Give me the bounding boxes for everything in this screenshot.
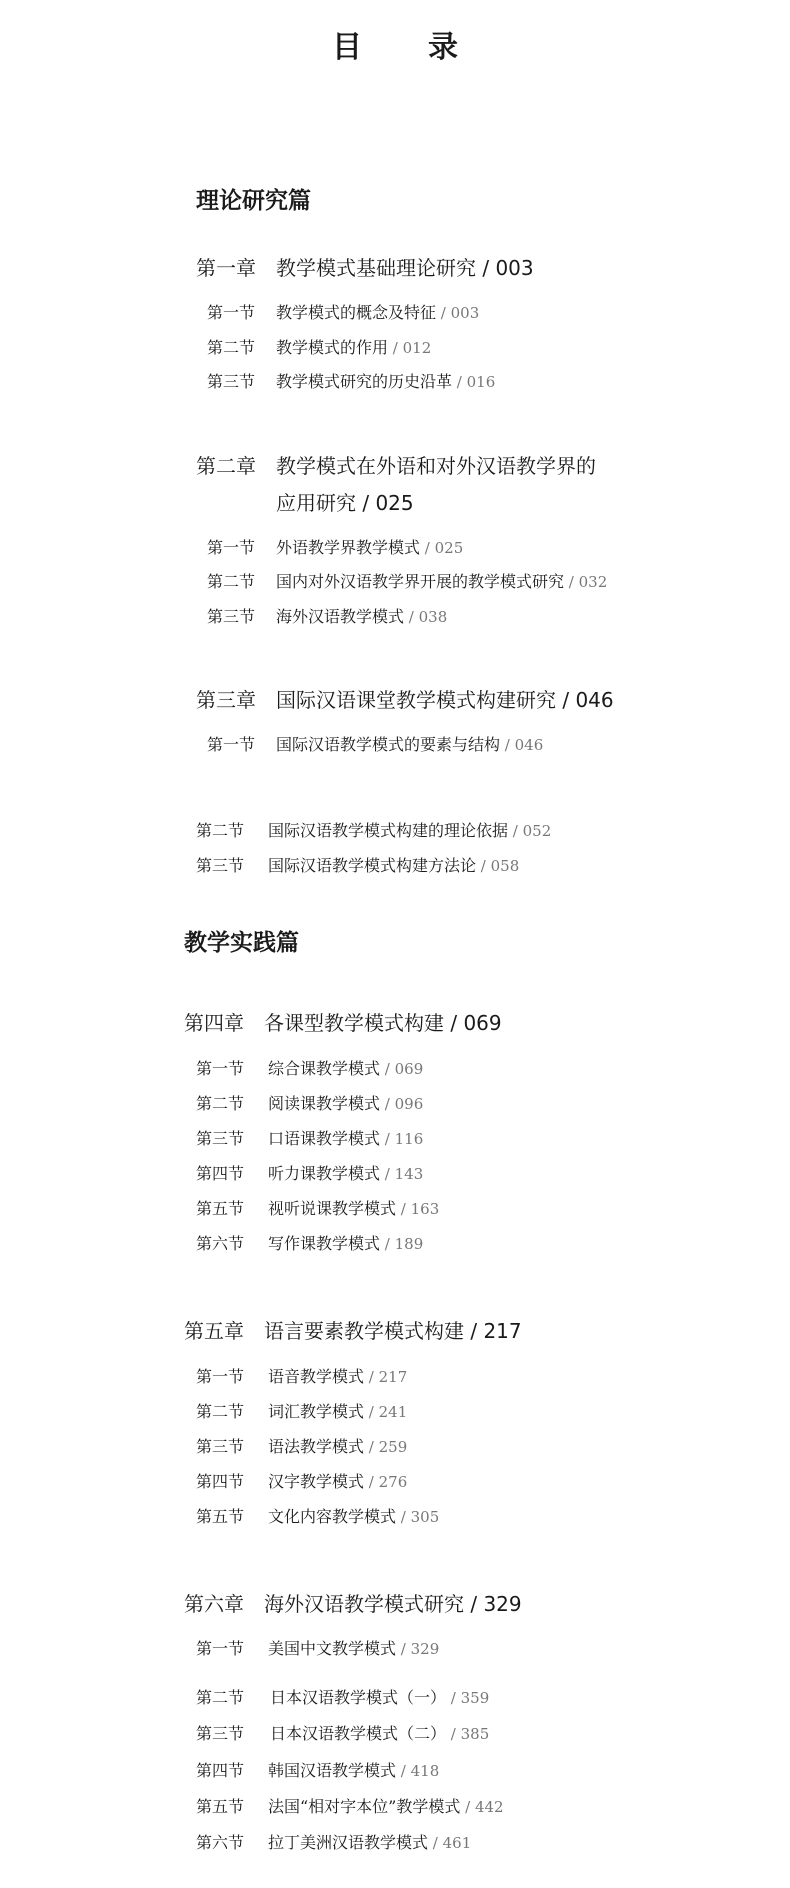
section-title: 语音教学模式 xyxy=(268,1367,365,1386)
chapter-heading[interactable] xyxy=(196,684,614,713)
section-title: 国内对外汉语教学界开展的教学模式研究 xyxy=(276,572,565,591)
section-number: 第二节 xyxy=(196,821,245,840)
section-title: 海外汉语教学模式 xyxy=(276,607,405,626)
chapter-title: 语言要素教学模式构建 / 217 xyxy=(264,1319,522,1343)
part-heading: 理论研究篇 xyxy=(196,188,311,214)
section-page: / 038 xyxy=(404,608,448,626)
page-title: 目 录 xyxy=(332,30,476,65)
part-heading: 教学实践篇 xyxy=(184,930,299,956)
section-number: 第二节 xyxy=(196,1688,245,1707)
section-number: 第二节 xyxy=(196,1094,245,1113)
section-page: / 259 xyxy=(364,1438,408,1456)
section-page: / 046 xyxy=(500,736,544,754)
section-entry[interactable] xyxy=(196,1434,407,1457)
section-number: 第三节 xyxy=(207,372,256,391)
section-page: / 012 xyxy=(388,339,432,357)
section-entry[interactable] xyxy=(196,1399,407,1422)
section-title: 词汇教学模式 xyxy=(268,1402,365,1421)
section-number: 第三节 xyxy=(196,1129,245,1148)
section-title: 口语课教学模式 xyxy=(268,1129,381,1148)
chapter-heading[interactable] xyxy=(196,252,534,281)
section-page: / 052 xyxy=(508,822,552,840)
section-title: 写作课教学模式 xyxy=(268,1234,381,1253)
section-page: / 217 xyxy=(364,1368,408,1386)
section-entry[interactable] xyxy=(196,1721,489,1744)
section-title: 视听说课教学模式 xyxy=(268,1199,397,1218)
section-title: 美国中文教学模式 xyxy=(268,1639,397,1658)
section-title: 阅读课教学模式 xyxy=(268,1094,381,1113)
section-page: / 329 xyxy=(396,1640,440,1658)
section-page: / 032 xyxy=(564,573,608,591)
section-page: / 442 xyxy=(460,1798,504,1816)
section-title: 听力课教学模式 xyxy=(268,1164,381,1183)
section-entry[interactable] xyxy=(196,1469,407,1492)
section-number: 第三节 xyxy=(196,856,245,875)
chapter-number: 第二章 xyxy=(196,454,256,478)
section-page: / 116 xyxy=(380,1130,424,1148)
section-page: / 461 xyxy=(428,1834,472,1852)
chapter-title: 海外汉语教学模式研究 / 329 xyxy=(264,1592,522,1616)
section-number: 第四节 xyxy=(196,1472,245,1491)
section-page: / 359 xyxy=(446,1689,490,1707)
section-entry[interactable] xyxy=(196,1091,423,1114)
section-page: / 163 xyxy=(396,1200,440,1218)
chapter-number: 第五章 xyxy=(184,1319,244,1343)
section-entry[interactable] xyxy=(207,535,463,558)
section-title: 日本汉语教学模式（一） xyxy=(270,1688,447,1707)
section-page: / 016 xyxy=(452,373,496,391)
chapter-number: 第三章 xyxy=(196,688,256,712)
section-number: 第三节 xyxy=(196,1724,245,1743)
section-number: 第二节 xyxy=(207,338,256,357)
section-number: 第五节 xyxy=(196,1797,245,1816)
section-page: / 305 xyxy=(396,1508,440,1526)
section-entry[interactable] xyxy=(196,1830,471,1853)
chapter-title: 教学模式基础理论研究 / 003 xyxy=(276,256,534,280)
chapter-title-continued: 应用研究 / 025 xyxy=(276,491,414,515)
section-title: 综合课教学模式 xyxy=(268,1059,381,1078)
section-number: 第五节 xyxy=(196,1199,245,1218)
section-entry[interactable] xyxy=(196,1126,423,1149)
section-number: 第二节 xyxy=(196,1402,245,1421)
section-number: 第一节 xyxy=(207,735,256,754)
chapter-heading[interactable] xyxy=(184,1315,522,1344)
section-page: / 385 xyxy=(446,1725,490,1743)
section-page: / 069 xyxy=(380,1060,424,1078)
section-entry[interactable] xyxy=(196,1504,439,1527)
section-title: 教学模式研究的历史沿革 xyxy=(276,372,453,391)
chapter-number: 第六章 xyxy=(184,1592,244,1616)
section-title: 教学模式的作用 xyxy=(276,338,389,357)
section-title: 国际汉语教学模式的要素与结构 xyxy=(276,735,501,754)
section-entry[interactable] xyxy=(196,1196,439,1219)
section-number: 第一节 xyxy=(196,1367,245,1386)
section-title: 国际汉语教学模式构建方法论 xyxy=(268,856,477,875)
section-title: 拉丁美洲汉语教学模式 xyxy=(268,1833,429,1852)
section-entry[interactable] xyxy=(196,1794,504,1817)
section-page: / 189 xyxy=(380,1235,424,1253)
section-page: / 003 xyxy=(436,304,480,322)
section-number: 第四节 xyxy=(196,1761,245,1780)
section-page: / 143 xyxy=(380,1165,424,1183)
section-entry[interactable] xyxy=(196,818,551,841)
section-number: 第四节 xyxy=(196,1164,245,1183)
section-page: / 241 xyxy=(364,1403,408,1421)
section-entry[interactable] xyxy=(196,853,519,876)
section-title: 日本汉语教学模式（二） xyxy=(270,1724,447,1743)
section-title: 国际汉语教学模式构建的理论依据 xyxy=(268,821,509,840)
section-number: 第六节 xyxy=(196,1833,245,1852)
section-number: 第一节 xyxy=(196,1059,245,1078)
section-number: 第一节 xyxy=(196,1639,245,1658)
section-entry[interactable] xyxy=(207,300,479,323)
section-page: / 418 xyxy=(396,1762,440,1780)
chapter-number: 第一章 xyxy=(196,256,256,280)
section-entry[interactable] xyxy=(207,335,431,358)
section-entry[interactable] xyxy=(196,1231,423,1254)
chapter-title: 国际汉语课堂教学模式构建研究 / 046 xyxy=(276,688,614,712)
section-number: 第二节 xyxy=(207,572,256,591)
section-entry[interactable] xyxy=(196,1636,439,1659)
section-entry[interactable] xyxy=(196,1161,423,1184)
chapter-heading[interactable] xyxy=(184,1588,522,1617)
chapter-title: 教学模式在外语和对外汉语教学界的 xyxy=(276,454,596,478)
section-entry[interactable] xyxy=(207,569,607,592)
section-page: / 096 xyxy=(380,1095,424,1113)
section-entry[interactable] xyxy=(196,1685,489,1708)
section-page: / 058 xyxy=(476,857,520,875)
section-number: 第五节 xyxy=(196,1507,245,1526)
chapter-heading[interactable] xyxy=(184,1007,502,1036)
chapter-title: 各课型教学模式构建 / 069 xyxy=(264,1011,502,1035)
chapter-heading[interactable] xyxy=(196,450,596,479)
section-number: 第三节 xyxy=(207,607,256,626)
section-title: 韩国汉语教学模式 xyxy=(268,1761,397,1780)
section-entry[interactable] xyxy=(207,732,543,755)
section-page: / 276 xyxy=(364,1473,408,1491)
section-title: 文化内容教学模式 xyxy=(268,1507,397,1526)
section-number: 第六节 xyxy=(196,1234,245,1253)
section-entry[interactable] xyxy=(196,1056,423,1079)
section-title: 教学模式的概念及特征 xyxy=(276,303,437,322)
section-entry[interactable] xyxy=(207,369,495,392)
section-entry[interactable] xyxy=(196,1758,439,1781)
section-title: 法国“相对字本位”教学模式 xyxy=(268,1797,461,1816)
section-number: 第一节 xyxy=(207,303,256,322)
section-entry[interactable] xyxy=(196,1364,407,1387)
section-entry[interactable] xyxy=(207,604,447,627)
section-page: / 025 xyxy=(420,539,464,557)
section-number: 第一节 xyxy=(207,538,256,557)
section-title: 外语教学界教学模式 xyxy=(276,538,421,557)
section-number: 第三节 xyxy=(196,1437,245,1456)
chapter-number: 第四章 xyxy=(184,1011,244,1035)
section-title: 语法教学模式 xyxy=(268,1437,365,1456)
section-title: 汉字教学模式 xyxy=(268,1472,365,1491)
